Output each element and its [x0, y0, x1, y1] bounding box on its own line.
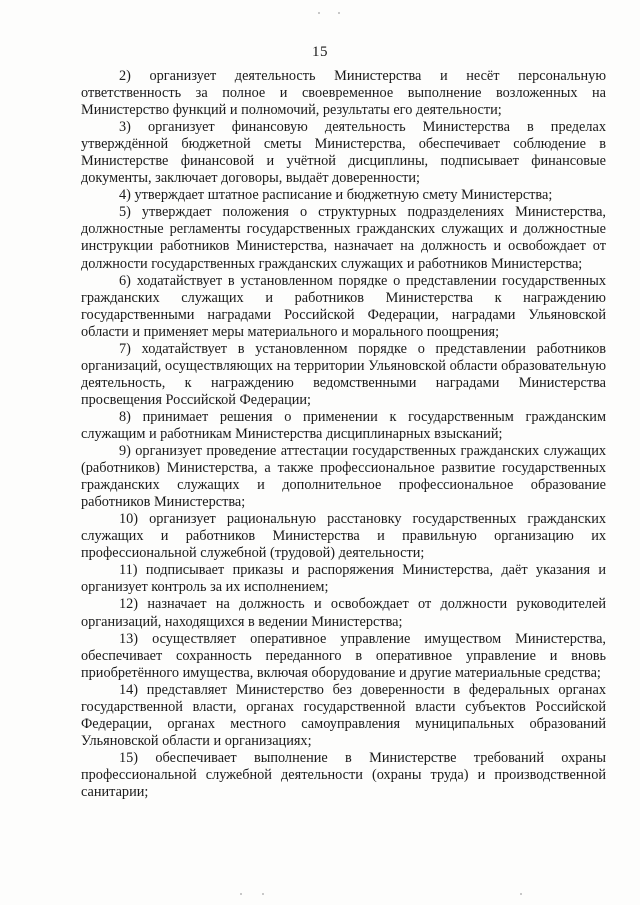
list-item: 6) ходатайствует в установленном порядке о представлении государственных гражданских служащих и работников Министерства к награждению государственными наградами Российской Федерации, наградами Ульяновской области и применяет меры материального и морального поощрения; [81, 272, 606, 340]
document-body [81, 68, 606, 801]
list-item: 13) осуществляет оперативное управление имуществом Министерства, обеспечивает сохранность переданного в оперативное управление и вновь приобретённого имущества, включая оборудование и другие материальные средства; [81, 630, 606, 681]
scan-speck [262, 893, 264, 895]
list-item: 12) назначает на должность и освобождает от должности руководителей организаций, находящихся в ведении Министерства; [81, 596, 606, 630]
list-item: 8) принимает решения о применении к государственным гражданским служащим и работникам Министерства дисциплинарных взысканий; [81, 408, 606, 442]
scan-speck [318, 12, 320, 14]
list-item: 3) организует финансовую деятельность Министерства в пределах утверждённой бюджетной сметы Министерства, обеспечивает соблюдение в Министерстве финансовой и учётной дисциплины, подписывает финансовые документы, заключает договоры, выдаёт доверенности; [81, 119, 606, 187]
list-item: 9) организует проведение аттестации государственных гражданских служащих (работников) Министерства, а также профессиональное развитие государственных гражданских служащих и дополнительное профессиональное образование работников Министерства; [81, 443, 606, 511]
list-item: 2) организует деятельность Министерства и несёт персональную ответственность за полное и своевременное выполнение возложенных на Министерство функций и полномочий, результаты его деятельности; [81, 68, 606, 119]
list-item: 11) подписывает приказы и распоряжения Министерства, даёт указания и организует контроль за их исполнением; [81, 562, 606, 596]
list-item: 7) ходатайствует в установленном порядке о представлении работников организаций, осуществляющих на территории Ульяновской области образовательную деятельность, к награждению ведомственными наградами Министерства просвещения Российской Федерации; [81, 340, 606, 408]
list-item: 14) представляет Министерство без доверенности в федеральных органах государственной власти, органах государственной власти субъектов Российской Федерации, органах местного самоуправления муниципальных образований Ульяновской области и организациях; [81, 681, 606, 749]
scan-speck [520, 893, 522, 895]
list-item: 5) утверждает положения о структурных подразделениях Министерства, должностные регламенты государственных гражданских служащих и должностные инструкции работников Министерства, назначает на должность и освобождает от должности государственных гражданских служащих и работников Министерства; [81, 204, 606, 272]
page-number: 15 [312, 44, 328, 60]
list-item: 4) утверждает штатное расписание и бюджетную смету Министерства; [119, 187, 553, 204]
scan-speck [338, 12, 340, 14]
list-item: 15) обеспечивает выполнение в Министерстве требований охраны профессиональной служебной деятельности (охраны труда) и производственной санитарии; [81, 749, 606, 800]
scan-speck [240, 893, 242, 895]
list-item: 10) организует рациональную расстановку государственных гражданских служащих и работников Министерства и правильную организацию их профессиональной служебной (трудовой) деятельности; [81, 511, 606, 562]
